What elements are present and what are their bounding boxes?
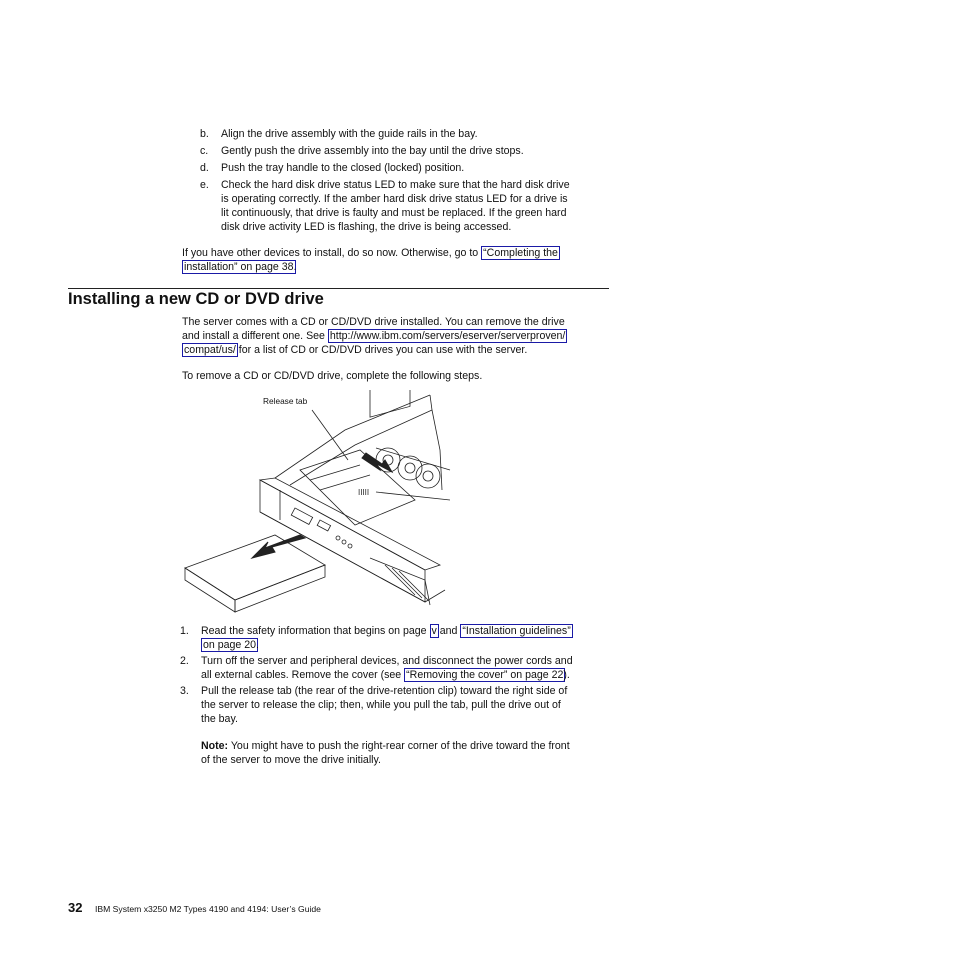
serverproven-link[interactable]: http://www.ibm.com/servers/eserver/serverproven/ [329, 330, 566, 342]
substep-marker: e. [200, 179, 209, 191]
substep-marker: c. [200, 145, 209, 157]
note-text: You might have to push the right-rear corner of the drive toward the front [230, 740, 570, 752]
substep-text-line: is operating correctly. If the amber hard disk drive status LED for a drive is [221, 193, 568, 205]
substep-text: Align the drive assembly with the guide rails in the bay. [221, 128, 478, 140]
substep-d [200, 161, 465, 175]
substep-e [200, 178, 570, 234]
step-marker: 2. [180, 655, 189, 667]
punctuation: . [256, 639, 259, 651]
release-tab-label: Release tab [263, 396, 308, 406]
note [201, 739, 570, 767]
step-text: Turn off the server and peripheral devices, and disconnect the power cords and [201, 655, 573, 667]
step-text: the server to release the clip; then, while you pull the tab, pull the drive out of [201, 699, 561, 711]
completing-installation-link-cont[interactable]: installation” on page 38 [184, 261, 294, 273]
step-text: Read the safety information that begins on page [201, 625, 427, 637]
note-text: of the server to move the drive initially. [201, 754, 381, 766]
page-number: 32 [68, 900, 83, 915]
remove-intro: To remove a CD or CD/DVD drive, complete the following steps. [182, 370, 483, 382]
substep-c [200, 144, 524, 158]
installation-guidelines-link-cont[interactable]: on page 20 [203, 639, 257, 651]
step-1 [180, 624, 571, 652]
step-marker: 3. [180, 685, 189, 697]
serverproven-link-cont[interactable]: compat/us/ [184, 344, 236, 356]
substep-text: Push the tray handle to the closed (locked) position. [221, 162, 465, 174]
punctuation: ). [563, 669, 570, 681]
substep-text-line: lit continuously, that drive is faulty and must be replaced. If the green hard [221, 207, 567, 219]
substep-text-line: disk drive activity LED is flashing, the drive is being accessed. [221, 221, 512, 233]
step-text: Pull the release tab (the rear of the drive-retention clip) toward the right side of [201, 685, 568, 697]
step-text: and [439, 625, 458, 637]
step-3 [180, 684, 568, 726]
footer-title: IBM System x3250 M2 Types 4190 and 4194: User’s Guide [95, 904, 321, 914]
punctuation: . [293, 261, 297, 273]
substep-text: Gently push the drive assembly into the bay until the drive stops. [221, 145, 524, 157]
substep-marker: b. [200, 128, 209, 140]
substep-text-line: Check the hard disk drive status LED to make sure that the hard disk drive [221, 179, 570, 191]
intro-line: The server comes with a CD or CD/DVD drive installed. You can remove the drive [182, 316, 565, 328]
step-text: the bay. [201, 713, 238, 725]
installation-guidelines-link[interactable]: “Installation guidelines” [462, 625, 571, 637]
substep-marker: d. [200, 162, 209, 174]
step-marker: 1. [180, 625, 189, 637]
intro-text: for a list of CD or CD/DVD drives you can use with the server. [238, 344, 528, 356]
substep-b [200, 127, 478, 141]
cd-drive-removal-figure [180, 390, 470, 620]
section-heading: Installing a new CD or DVD drive [68, 290, 324, 308]
removing-cover-link[interactable]: “Removing the cover” on page 22 [406, 669, 564, 681]
note-label: Note: [201, 740, 229, 752]
completing-installation-link[interactable]: “Completing the [483, 247, 558, 259]
intro-text: and install a different one. See [182, 330, 325, 342]
intro-paragraph [182, 315, 565, 357]
step-text: all external cables. Remove the cover (see [201, 669, 402, 681]
page-v-link[interactable]: v [431, 625, 437, 637]
server-illustration [180, 390, 470, 620]
other-devices-paragraph [182, 246, 558, 274]
other-devices-text: If you have other devices to install, do so now. Otherwise, go to [182, 247, 479, 259]
svg-text:lllll: lllll [358, 488, 370, 497]
step-2 [180, 654, 573, 682]
